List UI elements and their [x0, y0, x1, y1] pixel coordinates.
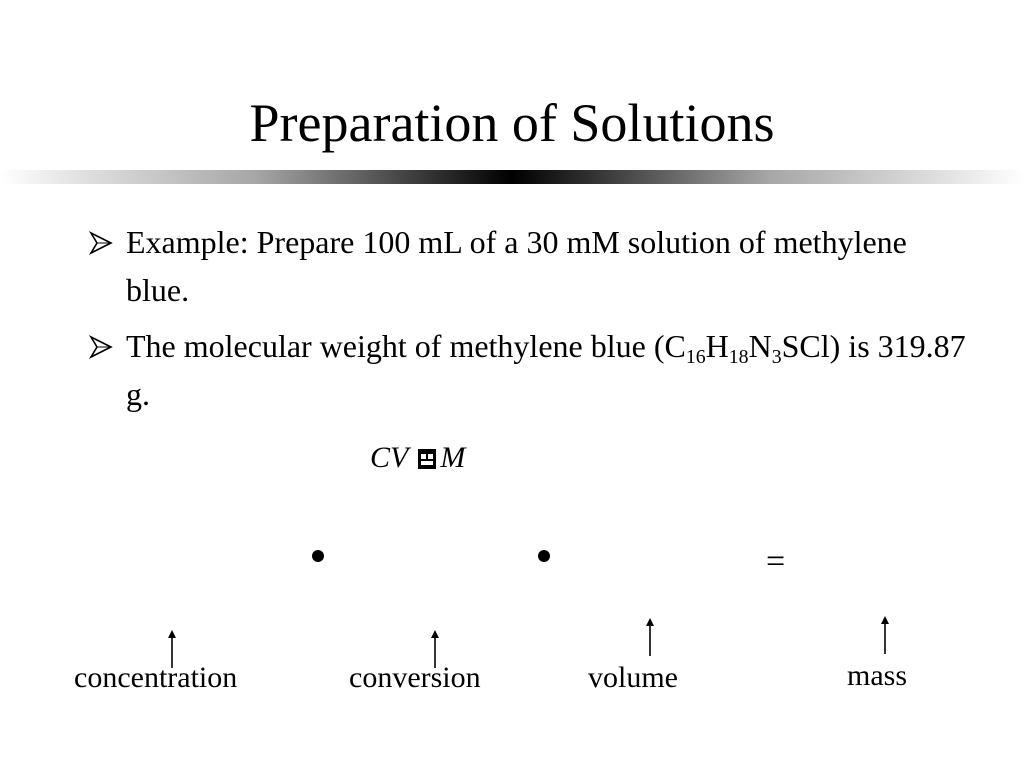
bullet-text: Example: Prepare 100 mL of a 30 mM solution of methylene blue.: [126, 224, 907, 308]
hydrogen-subscript: 18: [728, 346, 749, 368]
formula-right: M: [440, 441, 466, 474]
label-conversion: conversion: [349, 661, 481, 694]
bullet-list: [88, 218, 968, 426]
label-mass: mass: [847, 659, 907, 692]
label-volume: volume: [588, 661, 678, 694]
equals-sign: =: [766, 543, 786, 580]
multiplication-dot: [538, 550, 550, 562]
label-concentration: concentration: [74, 661, 238, 694]
up-arrow-icon: [644, 618, 656, 656]
nitrogen-symbol: N: [748, 328, 772, 364]
hydrogen-symbol: H: [705, 328, 729, 364]
bullet-text-end: SCl) is 319.87 g.: [126, 328, 966, 412]
nitrogen-subscript: 3: [771, 346, 782, 368]
slide-title: Preparation of Solutions: [249, 93, 775, 153]
formula: [370, 438, 465, 478]
multiplication-dot: [312, 550, 324, 562]
arrowhead-bullet-icon: [88, 334, 114, 360]
arrowhead-bullet-icon: [88, 230, 114, 256]
carbon-subscript: 16: [685, 346, 706, 368]
up-arrow-icon: [879, 616, 891, 654]
bullet-item-example: [88, 218, 968, 314]
bullet-item-molecular-weight: [88, 322, 968, 418]
missing-glyph-icon: [418, 449, 436, 469]
formula-left: CV: [370, 441, 409, 474]
title-divider: [0, 170, 1024, 184]
bullet-text-start: The molecular weight of methylene blue (C: [126, 328, 686, 364]
